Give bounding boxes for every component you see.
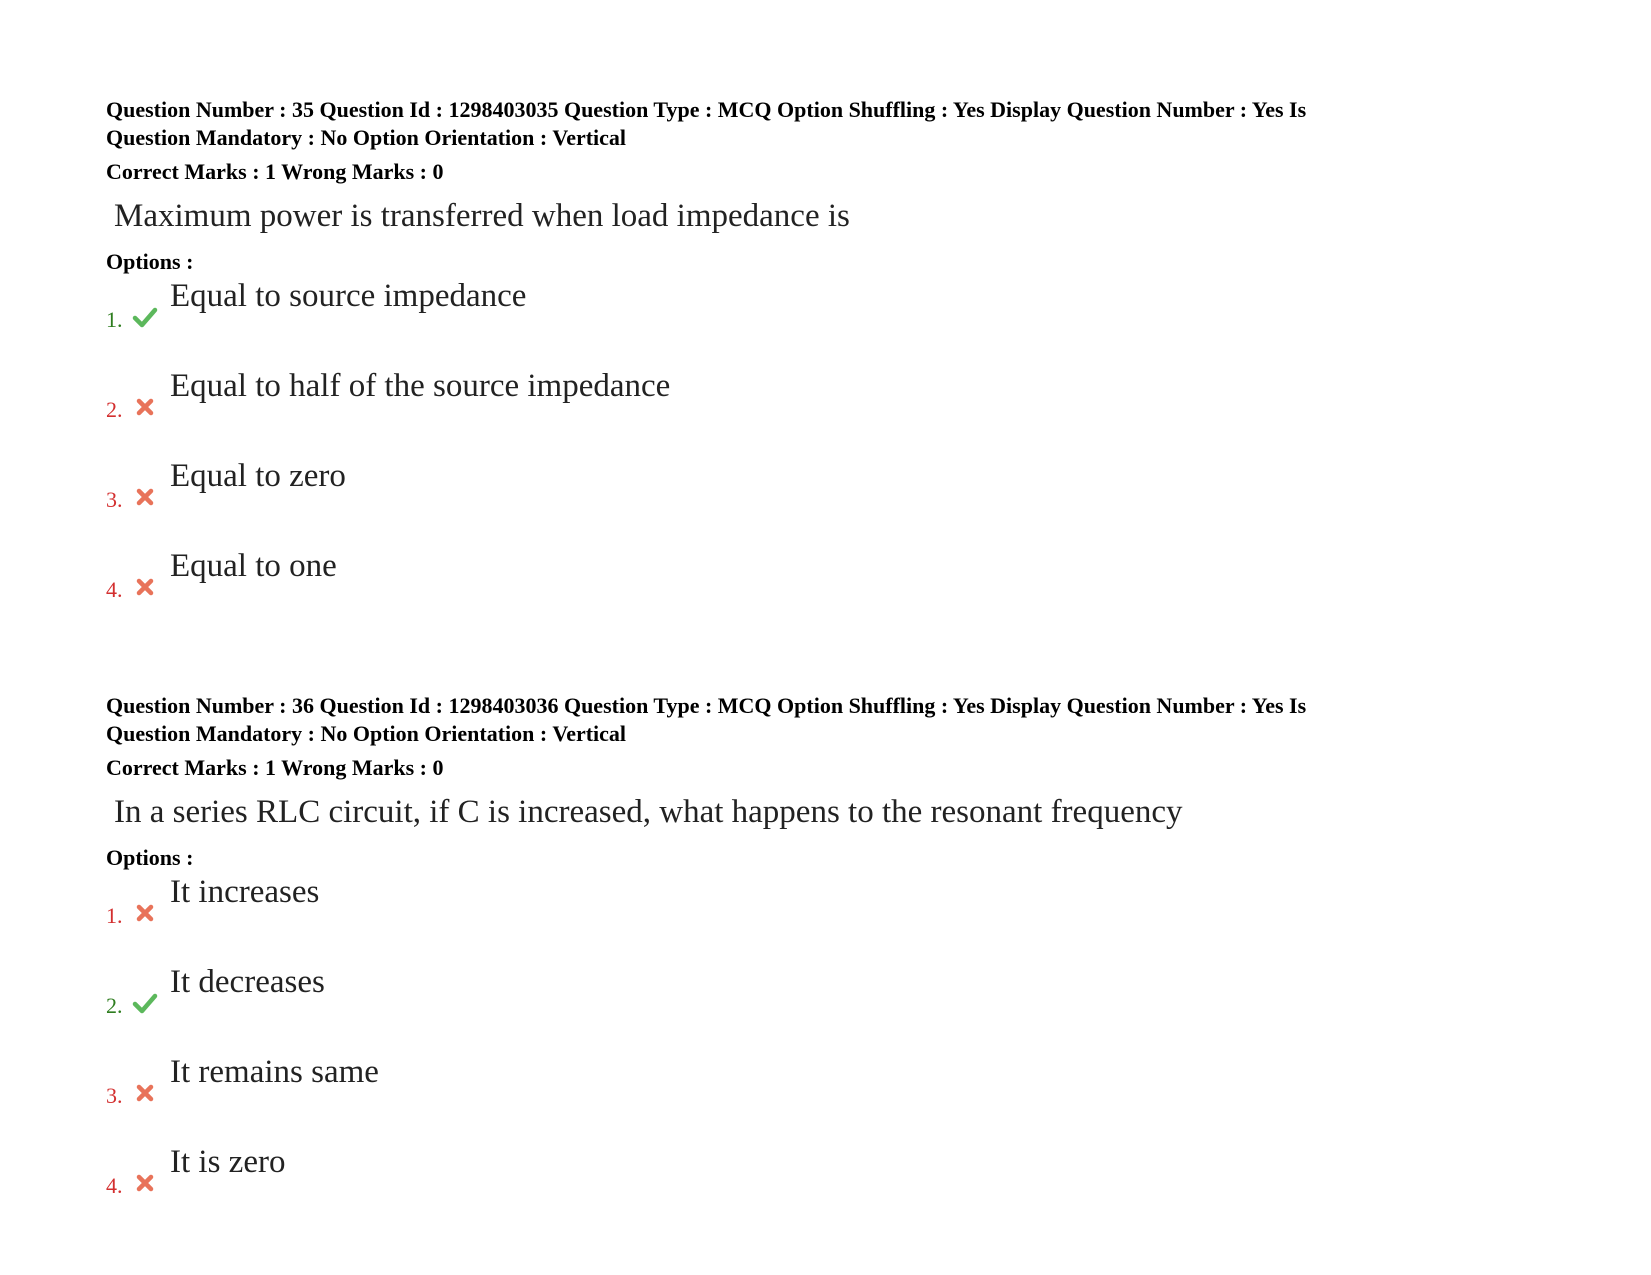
options-label: Options : [106,845,194,870]
cross-icon [132,900,158,926]
question-marks: Correct Marks : 1 Wrong Marks : 0 [106,159,444,184]
cross-icon [132,394,158,420]
check-icon [132,304,158,330]
question-meta-line: Question Number : 35 Question Id : 1298403035 Question Type : MCQ Option Shuffling : Yes Display Question Number : Yes Is [106,97,1307,122]
option-item [106,962,1546,1052]
question-marks: Correct Marks : 1 Wrong Marks : 0 [106,755,444,780]
cross-icon [132,574,158,600]
question-meta-line: Question Mandatory : No Option Orientation : Vertical [106,125,627,150]
option-item [106,872,1546,962]
option-text: Equal to one [170,548,337,584]
option-text: It decreases [170,964,325,1000]
option-text: Equal to half of the source impedance [170,368,671,404]
option-number: 3. [106,1083,123,1108]
option-item [106,1052,1546,1142]
question-block [106,96,1546,636]
option-item [106,1142,1546,1232]
option-number: 1. [106,903,123,928]
question-meta [106,96,1546,152]
option-number: 1. [106,307,123,332]
option-number: 2. [106,397,123,422]
option-item [106,456,1546,546]
option-text: It increases [170,874,320,910]
option-number: 4. [106,1173,123,1198]
question-block [106,692,1546,1232]
cross-icon [132,1170,158,1196]
option-item [106,276,1546,366]
cross-icon [132,1080,158,1106]
option-text: Equal to zero [170,458,346,494]
options-label: Options : [106,249,194,274]
options-list [106,872,1546,1232]
question-meta-line: Question Mandatory : No Option Orientation : Vertical [106,721,627,746]
option-item [106,366,1546,456]
option-number: 2. [106,993,123,1018]
option-text: It remains same [170,1054,379,1090]
option-item [106,546,1546,636]
option-text: It is zero [170,1144,286,1180]
question-text: In a series RLC circuit, if C is increased, what happens to the resonant frequency [114,794,1183,830]
question-text: Maximum power is transferred when load impedance is [114,198,850,234]
option-text: Equal to source impedance [170,278,527,314]
question-meta [106,692,1546,748]
option-number: 3. [106,487,123,512]
check-icon [132,990,158,1016]
options-list [106,276,1546,636]
cross-icon [132,484,158,510]
option-number: 4. [106,577,123,602]
question-meta-line: Question Number : 36 Question Id : 1298403036 Question Type : MCQ Option Shuffling : Yes Display Question Number : Yes Is [106,693,1307,718]
